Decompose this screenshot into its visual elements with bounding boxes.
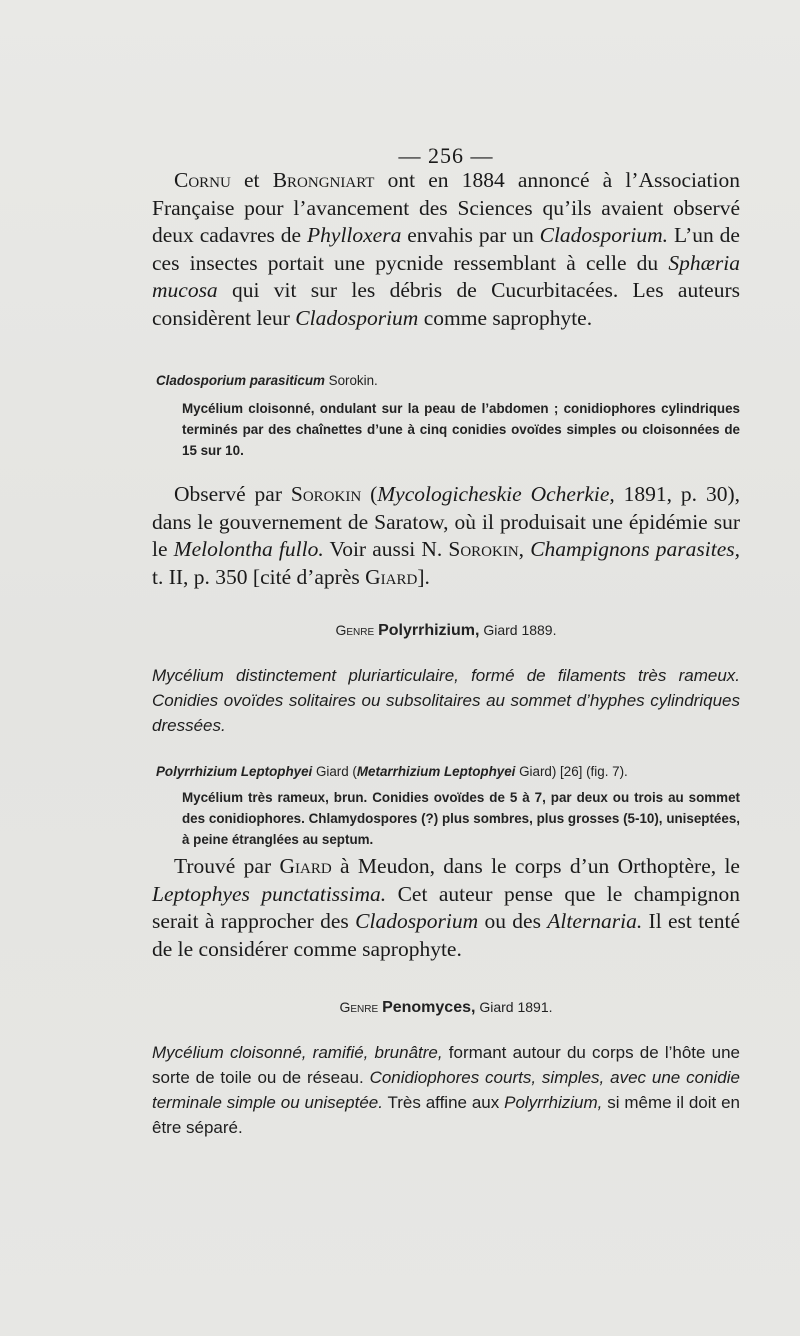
text-segment: si même il doit en être séparé. [152, 1093, 740, 1137]
genus-diagnosis: Mycélium distinctement pluriarticulaire, formé de filaments très rameux. Conidies ovoïdes solitaires ou subsolitaires au sommet d’hyphes cylindriques dressées. [152, 666, 740, 735]
diagnosis-italic: Conidiophores courts, simples, avec une conidie terminale simple ou uniseptée. [152, 1068, 740, 1112]
genus-diagnosis-penomyces [152, 1040, 740, 1140]
author-giard: Giard [279, 854, 332, 878]
author-giard: Giard [365, 564, 418, 589]
species-heading-polyrrhizium-leptophyei [156, 761, 756, 782]
text-segment: ou des [478, 909, 548, 934]
taxon-polyrrhizium: Polyrrhizium, [504, 1093, 603, 1112]
genus-author: Giard 1889. [479, 622, 557, 638]
taxon-alternaria: Alternaria. [547, 909, 643, 934]
diagnosis-italic: Mycélium cloisonné, ramifié, brunâtre, [152, 1043, 443, 1062]
text-segment: 1891, p. 30), dans le gouvernement de Saratow, où il produisait une épidémie sur le [152, 482, 740, 562]
synonym-name: Metarrhizium Leptophyei [356, 764, 516, 779]
text-segment: Voir aussi N. [323, 537, 449, 562]
species-name: Polyrrhizium Leptophyei [156, 764, 313, 779]
taxon-leptophyes: Leptophyes punctatissima. [152, 881, 387, 906]
taxon-cladosporium: Cladosporium. [539, 223, 669, 248]
paragraph-sorokin [152, 481, 740, 591]
taxon-cladosporium: Cladosporium [355, 909, 479, 934]
taxon-sphaeria: Sphæria mucosa [152, 250, 740, 303]
text-segment: ]. [417, 564, 430, 589]
text-segment: Il est tenté de le considérer comme saprophyte. [152, 909, 740, 961]
species-author: Sorokin. [324, 373, 378, 388]
paragraph-cornu [152, 167, 740, 333]
genus-name: Penomyces, [382, 999, 476, 1016]
page-number: — 256 — [398, 143, 494, 168]
species-name: Cladosporium parasiticum [156, 373, 325, 388]
species-description: Mycélium très rameux, brun. Conidies ovoïdes de 5 à 7, par deux ou trois au sommet des conidiophores. Chlamydospores (?) plus sombres, plus grosses (5-10), uniseptées, à peine étranglées au septum. [182, 790, 740, 847]
text-segment: qui vit sur les débris de Cucurbitacées. Les auteurs considèrent leur [152, 278, 740, 330]
text-segment: envahis par un [401, 223, 540, 248]
text-segment: Observé par [174, 482, 291, 506]
work-title: Mycologicheskie Ocherkie, [377, 482, 615, 506]
paragraph-giard [152, 853, 740, 963]
species-heading-cladosporium-parasiticum [156, 370, 740, 391]
author-cornu: Cornu [174, 168, 231, 192]
taxon-melolontha: Melolontha fullo. [173, 537, 324, 562]
text-segment: à Meudon, dans le corps d’un Orthoptère, le [331, 854, 740, 878]
synonym-author: Giard) [26] (fig. 7). [515, 764, 628, 779]
genus-heading-polyrrhizium [152, 622, 740, 640]
genus-author: Giard 1891. [475, 999, 553, 1015]
text-segment: ont en 1884 annoncé à l’Association Française pour l’avancement des Sciences qu’ils avaient observé deux cadavres de [152, 168, 740, 248]
author-sorokin: Sorokin [290, 482, 362, 506]
text-segment: Très affine aux [382, 1093, 505, 1112]
text-segment: et [230, 168, 273, 192]
taxon-cladosporium: Cladosporium [295, 305, 419, 330]
genus-name: Polyrrhizium, [378, 622, 480, 639]
text-segment: formant autour du corps de l’hôte une sorte de toile ou de réseau. [152, 1043, 740, 1087]
taxon-phylloxera: Phylloxera [307, 223, 402, 248]
text-segment: L’un de ces insectes portait une pycnide ressemblant à celle du [152, 223, 740, 275]
genus-label: Genre [335, 622, 375, 638]
author-brongniart: Brongniart [272, 168, 375, 192]
genus-heading-penomyces [152, 999, 740, 1017]
text-segment: ( [361, 482, 378, 506]
text-segment: comme saprophyte. [418, 305, 593, 330]
species-description: Mycélium cloisonné, ondulant sur la peau de l’abdomen ; conidiophores cylindriques terminés par des chaînettes d’une à cinq conidies ovoïdes simples ou cloisonnées de 15 sur 10. [182, 401, 740, 458]
author-sorokin: Sorokin, [448, 537, 525, 562]
text-segment: t. II, p. 350 [cité d’après [152, 564, 366, 589]
text-segment: Trouvé par [174, 854, 280, 878]
text-segment: Cet auteur pense que le champignon serait à rapprocher des [152, 881, 741, 934]
species-author: Giard ( [312, 764, 357, 779]
genus-label: Genre [339, 999, 379, 1015]
work-title: Champignons parasites, [530, 537, 740, 562]
